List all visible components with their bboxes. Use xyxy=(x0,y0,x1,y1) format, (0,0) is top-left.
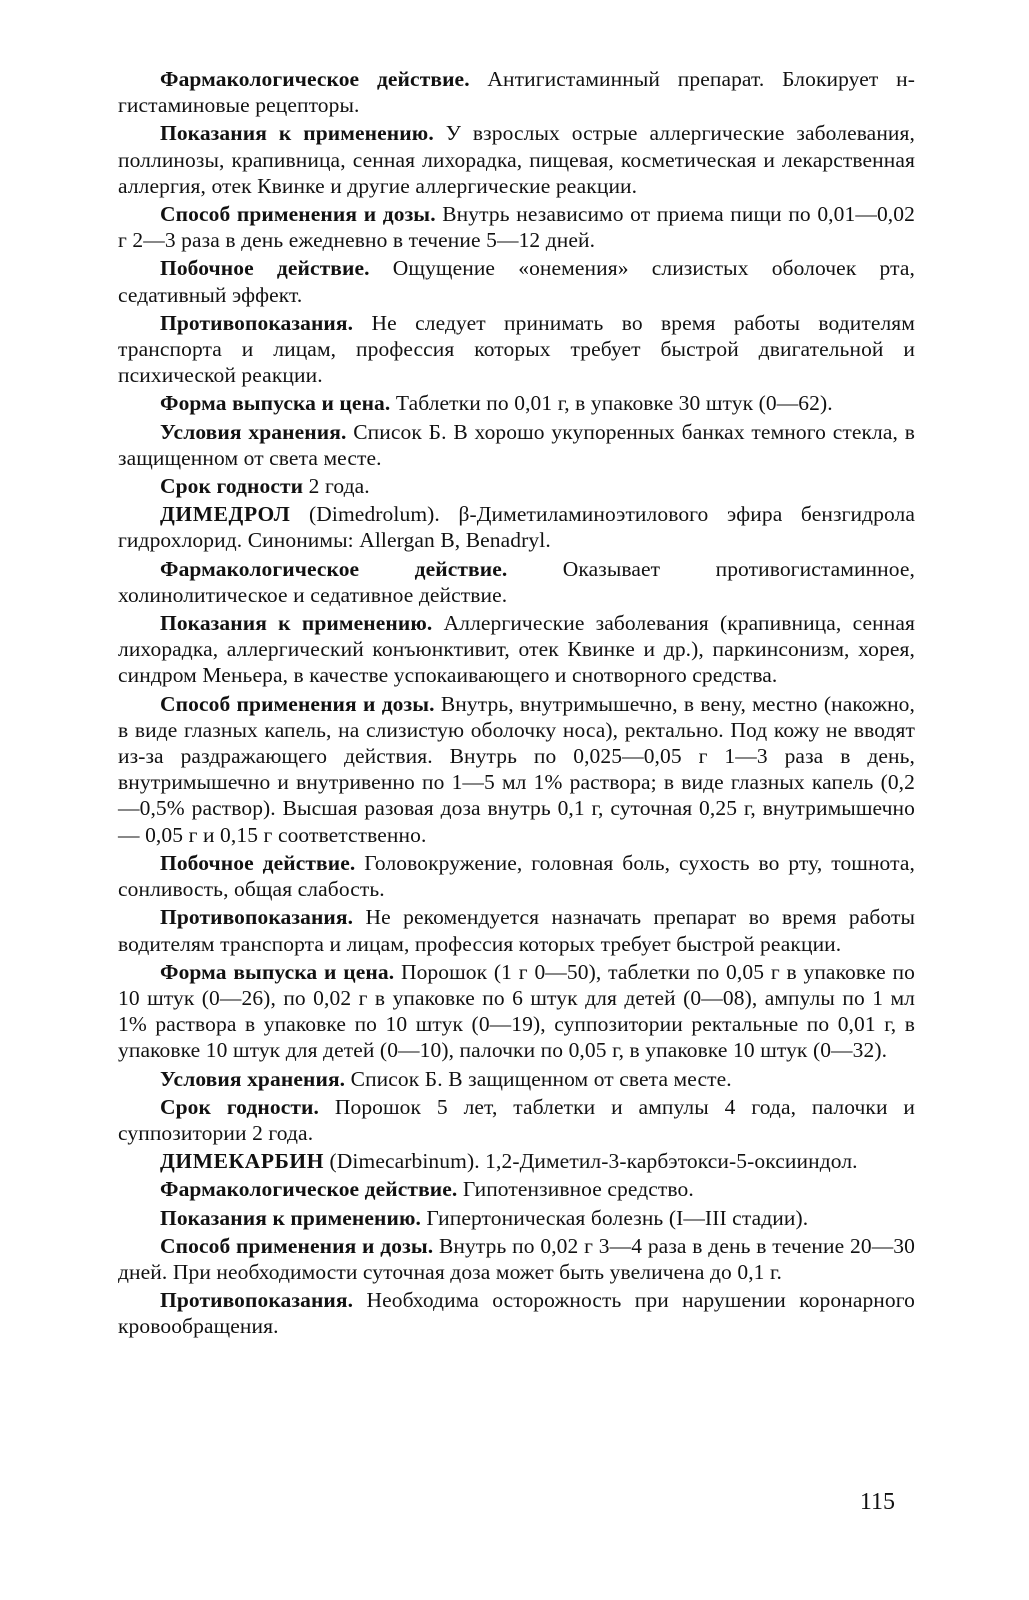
section-heading: Показания к применению. xyxy=(160,121,434,146)
section-paragraph xyxy=(118,419,915,471)
section-paragraph xyxy=(118,556,915,608)
drug-name: ДИМЕДРОЛ xyxy=(160,502,291,527)
section-heading: Показания к применению. xyxy=(160,1205,421,1230)
section-heading: Показания к применению. xyxy=(160,611,433,636)
paragraph-text: Не следует принимать во время работы водителям транспорта и лицам, профессия которых требует быстрой двигательной и психической реакции. xyxy=(118,310,915,388)
section-paragraph xyxy=(118,1287,915,1339)
section-paragraph xyxy=(118,959,915,1064)
section-paragraph xyxy=(118,1176,915,1202)
section-heading: Противопоказания. xyxy=(160,1288,354,1313)
section-paragraph xyxy=(118,390,915,416)
paragraph-text: Оказывает противогистаминное, холинолитическое и седативное действие. xyxy=(118,556,915,607)
section-heading: Способ применения и дозы. xyxy=(160,202,436,227)
paragraph-text: Список Б. В хорошо укупоренных банках темного стекла, в защищенном от света месте. xyxy=(118,419,916,470)
paragraph-text: Внутрь по 0,02 г 3—4 раза в день в течение 20—30 дней. При необходимости суточная доза может быть увеличена до 0,1 г. xyxy=(118,1233,916,1284)
section-paragraph xyxy=(118,201,915,253)
paragraph-text: Порошок 5 лет, таблетки и ампулы 4 года, палочки и суппозитории 2 года. xyxy=(118,1094,915,1145)
section-heading: Форма выпуска и цена. xyxy=(160,391,391,416)
section-paragraph xyxy=(118,1066,915,1092)
drug-heading-paragraph xyxy=(118,1148,915,1174)
section-heading: Фармакологическое действие. xyxy=(160,67,470,91)
section-heading: Противопоказания. xyxy=(160,905,354,930)
section-heading: Условия хранения. xyxy=(160,1066,346,1091)
drug-heading-paragraph xyxy=(118,501,915,553)
section-paragraph xyxy=(118,1205,915,1231)
section-heading: Условия хранения. xyxy=(160,419,347,444)
section-paragraph xyxy=(118,120,915,199)
section-heading: Побочное действие. xyxy=(160,256,370,281)
paragraph-text: Внутрь независимо от приема пищи по 0,01—0,02 г 2—3 раза в день ежедневно в течение 5—12 дней. xyxy=(118,202,915,253)
section-paragraph xyxy=(118,66,915,118)
section-paragraph xyxy=(118,610,915,689)
section-paragraph xyxy=(118,473,915,499)
paragraph-text: Список Б. В защищенном от света месте. xyxy=(345,1066,732,1091)
page-number: 115 xyxy=(859,1489,895,1515)
paragraph-text: У взрослых острые аллергические заболевания, поллинозы, крапивница, сенная лихорадка, пищевая, косметическая и лекарственная аллергия, отек Квинке и другие аллергические реакции. xyxy=(118,121,915,198)
paragraph-text: Ощущение «онемения» слизистых оболочек рта, седативный эффект. xyxy=(118,256,915,307)
paragraph-text: Необходима осторожность при нарушении коронарного кровообращения. xyxy=(118,1288,915,1339)
paragraph-text: Таблетки по 0,01 г, в упаковке 30 штук (0—62). xyxy=(390,391,833,416)
section-paragraph xyxy=(118,904,915,956)
section-heading: Фармакологическое действие. xyxy=(160,556,508,581)
paragraph-text: Порошок (1 г 0—50), таблетки по 0,05 г в упаковке по 10 штук (0—26), по 0,02 г в упаковке по 6 штук для детей (0—08), ампулы по 1 мл 1% раствора в упаковке по 10 штук (0—19), суппозитории ректальные по 0,01 г, в упаковке 10 штук для детей (0—10), палочки по 0,05 г, в упаковке 10 штук (0—32). xyxy=(118,959,915,1063)
section-paragraph xyxy=(118,255,915,307)
section-heading: Фармакологическое действие. xyxy=(160,1177,458,1202)
section-paragraph xyxy=(118,1094,915,1146)
paragraph-text: Головокружение, головная боль, сухость во рту, тошнота, сонливость, общая слабость. xyxy=(118,850,915,902)
section-heading: Побочное действие. xyxy=(160,850,356,875)
page-body xyxy=(118,66,915,1340)
paragraph-text: Гипертоническая болезнь (I—III стадии). xyxy=(420,1205,809,1230)
section-heading: Способ применения и дозы. xyxy=(160,691,435,716)
section-heading: Способ применения и дозы. xyxy=(160,1233,434,1258)
paragraph-text: (Dimedrolum). β-Диметиламиноэтилового эфира бензгидрола гидрохлорид. Синонимы: Allergan B, Benadryl. xyxy=(118,502,915,553)
section-paragraph xyxy=(118,691,915,848)
section-heading: Срок годности. xyxy=(160,1094,319,1119)
section-paragraph xyxy=(118,1233,915,1285)
section-heading: Противопоказания. xyxy=(160,310,354,335)
paragraph-text: Антигистаминный препарат. Блокирует н-гистаминовые рецепторы. xyxy=(118,67,915,118)
paragraph-text: Внутрь, внутримышечно, в вену, местно (накожно, в виде глазных капель, на слизистую оболочку носа), ректально. Под кожу не вводят из-за раздражающего действия. Внутрь по 0,025—0,05 г 1—3 раза в день, внутримышечно и внутривенно по 1—5 мл 1% раствора; в виде глазных капель (0,2—0,5% раствор). Высшая разовая доза внутрь 0,1 г, суточная 0,25 г, внутримышечно — 0,05 г и 0,15 г соответственно. xyxy=(118,691,916,847)
paragraph-text: (Dimecarbinum). 1,2-Диметил-3-карбэтокси-5-оксииндол. xyxy=(324,1149,858,1174)
section-paragraph xyxy=(118,310,915,389)
drug-name: ДИМЕКАРБИН xyxy=(160,1149,325,1174)
section-heading: Срок годности xyxy=(160,474,304,499)
paragraph-text: Аллергические заболевания (крапивница, сенная лихорадка, аллергический конъюнктивит, отек Квинке и др.), паркинсонизм, хорея, синдром Меньера, в качестве успокаивающего и снотворного средства. xyxy=(118,611,915,688)
paragraph-text: Не рекомендуется назначать препарат во время работы водителям транспорта и лицам, профессия которых требует быстрой реакции. xyxy=(118,905,915,956)
paragraph-text: Гипотензивное средство. xyxy=(457,1177,694,1202)
section-paragraph xyxy=(118,850,915,902)
paragraph-text: 2 года. xyxy=(303,474,370,499)
section-heading: Форма выпуска и цена. xyxy=(160,959,395,984)
